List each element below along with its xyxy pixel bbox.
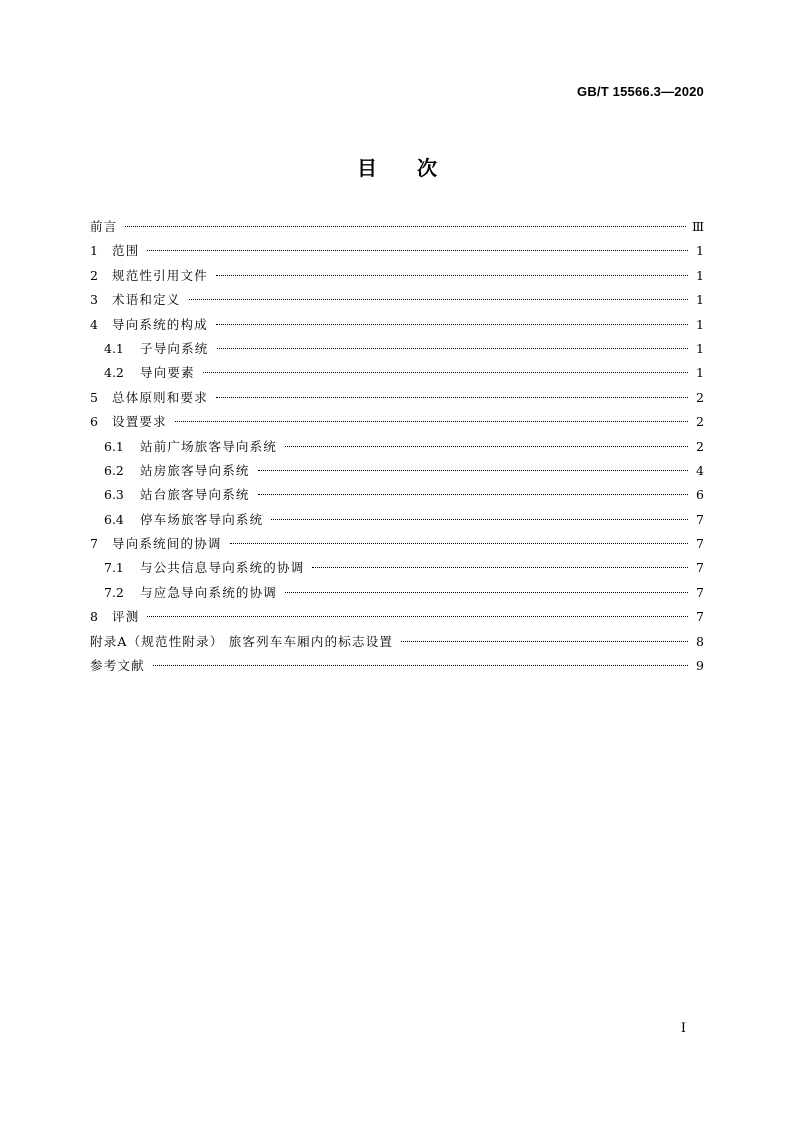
- toc-entry[interactable]: [90, 386, 704, 410]
- toc-dot-leader: [217, 348, 688, 349]
- toc-entry[interactable]: [90, 337, 704, 361]
- toc-dot-leader: [216, 275, 688, 276]
- toc-entry[interactable]: [90, 508, 704, 532]
- toc-entry[interactable]: [90, 313, 704, 337]
- toc-entry-page: 1: [696, 316, 704, 332]
- toc-entry-label: 子导向系统: [140, 340, 209, 356]
- toc-entry-number: 6.3: [104, 487, 124, 503]
- toc-entry-number: 7.1: [104, 560, 124, 576]
- toc-entry-page: 6: [696, 487, 704, 503]
- toc-entry-number: 6: [90, 414, 98, 430]
- toc-entry-number: 8: [90, 609, 98, 625]
- toc-entry[interactable]: [90, 605, 704, 629]
- toc-dot-leader: [230, 543, 688, 544]
- toc-entry-label: 导向系统间的协调: [112, 536, 222, 552]
- toc-entry-number: 6.2: [104, 462, 124, 478]
- toc-entry-number: 5: [90, 389, 98, 405]
- toc-entry-page: 1: [696, 267, 704, 283]
- toc-entry[interactable]: [90, 435, 704, 459]
- toc-entry-label: 前言: [90, 219, 118, 234]
- toc-entry-number: 4.2: [104, 365, 124, 381]
- toc-dot-leader: [258, 494, 688, 495]
- toc-dot-leader: [401, 641, 688, 642]
- toc-entry[interactable]: [90, 581, 704, 605]
- toc-entry-page: 7: [696, 609, 704, 625]
- toc-dot-leader: [285, 592, 688, 593]
- toc-entry-label: 参考文献: [90, 658, 145, 674]
- toc-entry-page: 7: [696, 584, 704, 600]
- page-title: 目次: [357, 156, 477, 180]
- toc-entry-page: 1: [696, 243, 704, 259]
- toc-entry-page: 1: [696, 365, 704, 381]
- toc-entry-label: 与公共信息导向系统的协调: [140, 560, 305, 576]
- toc-entry-page: 2: [696, 414, 704, 430]
- toc-entry-label: 站房旅客导向系统: [140, 462, 250, 478]
- toc-entry-number: 4.1: [104, 340, 124, 356]
- toc-entry-page: 1: [696, 292, 704, 308]
- toc-dot-leader: [312, 567, 688, 568]
- toc-entry-number: 6.1: [104, 438, 124, 454]
- toc-entry-label: 导向要素: [140, 365, 195, 381]
- toc-entry-page: 7: [696, 536, 704, 552]
- toc-entry[interactable]: [90, 630, 704, 654]
- toc-entry-label: 停车场旅客导向系统: [140, 511, 264, 527]
- toc-entry[interactable]: [90, 239, 704, 263]
- toc-entry[interactable]: [90, 654, 704, 678]
- toc-dot-leader: [216, 324, 688, 325]
- toc-entry[interactable]: [90, 532, 704, 556]
- toc-entry-label: 附录A（规范性附录） 旅客列车车厢内的标志设置: [90, 633, 394, 649]
- toc-entry-label: 总体原则和要求: [112, 389, 208, 405]
- toc-dot-leader: [147, 250, 688, 251]
- toc-entry-page: 2: [696, 438, 704, 454]
- toc-dot-leader: [189, 299, 688, 300]
- toc-dot-leader: [258, 470, 688, 471]
- toc-entry-page: 1: [696, 340, 704, 356]
- toc-entry[interactable]: [90, 215, 704, 239]
- toc-entry-number: 7.2: [104, 584, 124, 600]
- toc-entry[interactable]: [90, 459, 704, 483]
- toc-entry-label: 规范性引用文件: [112, 267, 208, 283]
- standard-code: GB/T 15566.3—2020: [577, 84, 704, 99]
- toc-entry-page: 7: [696, 511, 704, 527]
- toc-entry-page: 2: [696, 389, 704, 405]
- toc-entry[interactable]: [90, 361, 704, 385]
- toc-entry-number: 1: [90, 243, 98, 259]
- toc-dot-leader: [203, 372, 688, 373]
- toc-entry-number: 2: [90, 267, 98, 283]
- toc-entry-label: 术语和定义: [112, 292, 181, 308]
- toc-entry-page: 7: [696, 560, 704, 576]
- page-number: I: [680, 1021, 686, 1036]
- toc-entry-number: 7: [90, 536, 98, 552]
- toc-entry-label: 设置要求: [112, 414, 167, 430]
- toc-entry-number: 4: [90, 316, 98, 332]
- toc-entry-page: 8: [696, 633, 704, 649]
- toc-entry[interactable]: [90, 410, 704, 434]
- toc-entry[interactable]: [90, 288, 704, 312]
- toc-dot-leader: [271, 519, 688, 520]
- toc-dot-leader: [147, 616, 688, 617]
- toc-entry-label: 站前广场旅客导向系统: [140, 438, 278, 454]
- toc-entry-page: 9: [696, 658, 704, 674]
- toc-entry-page: 4: [696, 462, 704, 478]
- toc-entry-label: 站台旅客导向系统: [140, 487, 250, 503]
- toc-dot-leader: [285, 446, 688, 447]
- toc-entry-label: 范围: [112, 243, 140, 259]
- toc-dot-leader: [125, 226, 686, 227]
- toc-entry-label: 评测: [112, 609, 140, 625]
- toc-dot-leader: [216, 397, 688, 398]
- toc-entry[interactable]: [90, 556, 704, 580]
- toc-dot-leader: [153, 665, 688, 666]
- toc-dot-leader: [175, 421, 688, 422]
- toc-entry-label: 与应急导向系统的协调: [140, 584, 278, 600]
- toc-entry-page: Ⅲ: [691, 219, 704, 234]
- toc-entry-label: 导向系统的构成: [112, 316, 208, 332]
- toc-entry[interactable]: [90, 264, 704, 288]
- toc-entry-number: 3: [90, 292, 98, 308]
- toc-entry-number: 6.4: [104, 511, 124, 527]
- table-of-contents: [90, 215, 704, 678]
- toc-entry[interactable]: [90, 483, 704, 507]
